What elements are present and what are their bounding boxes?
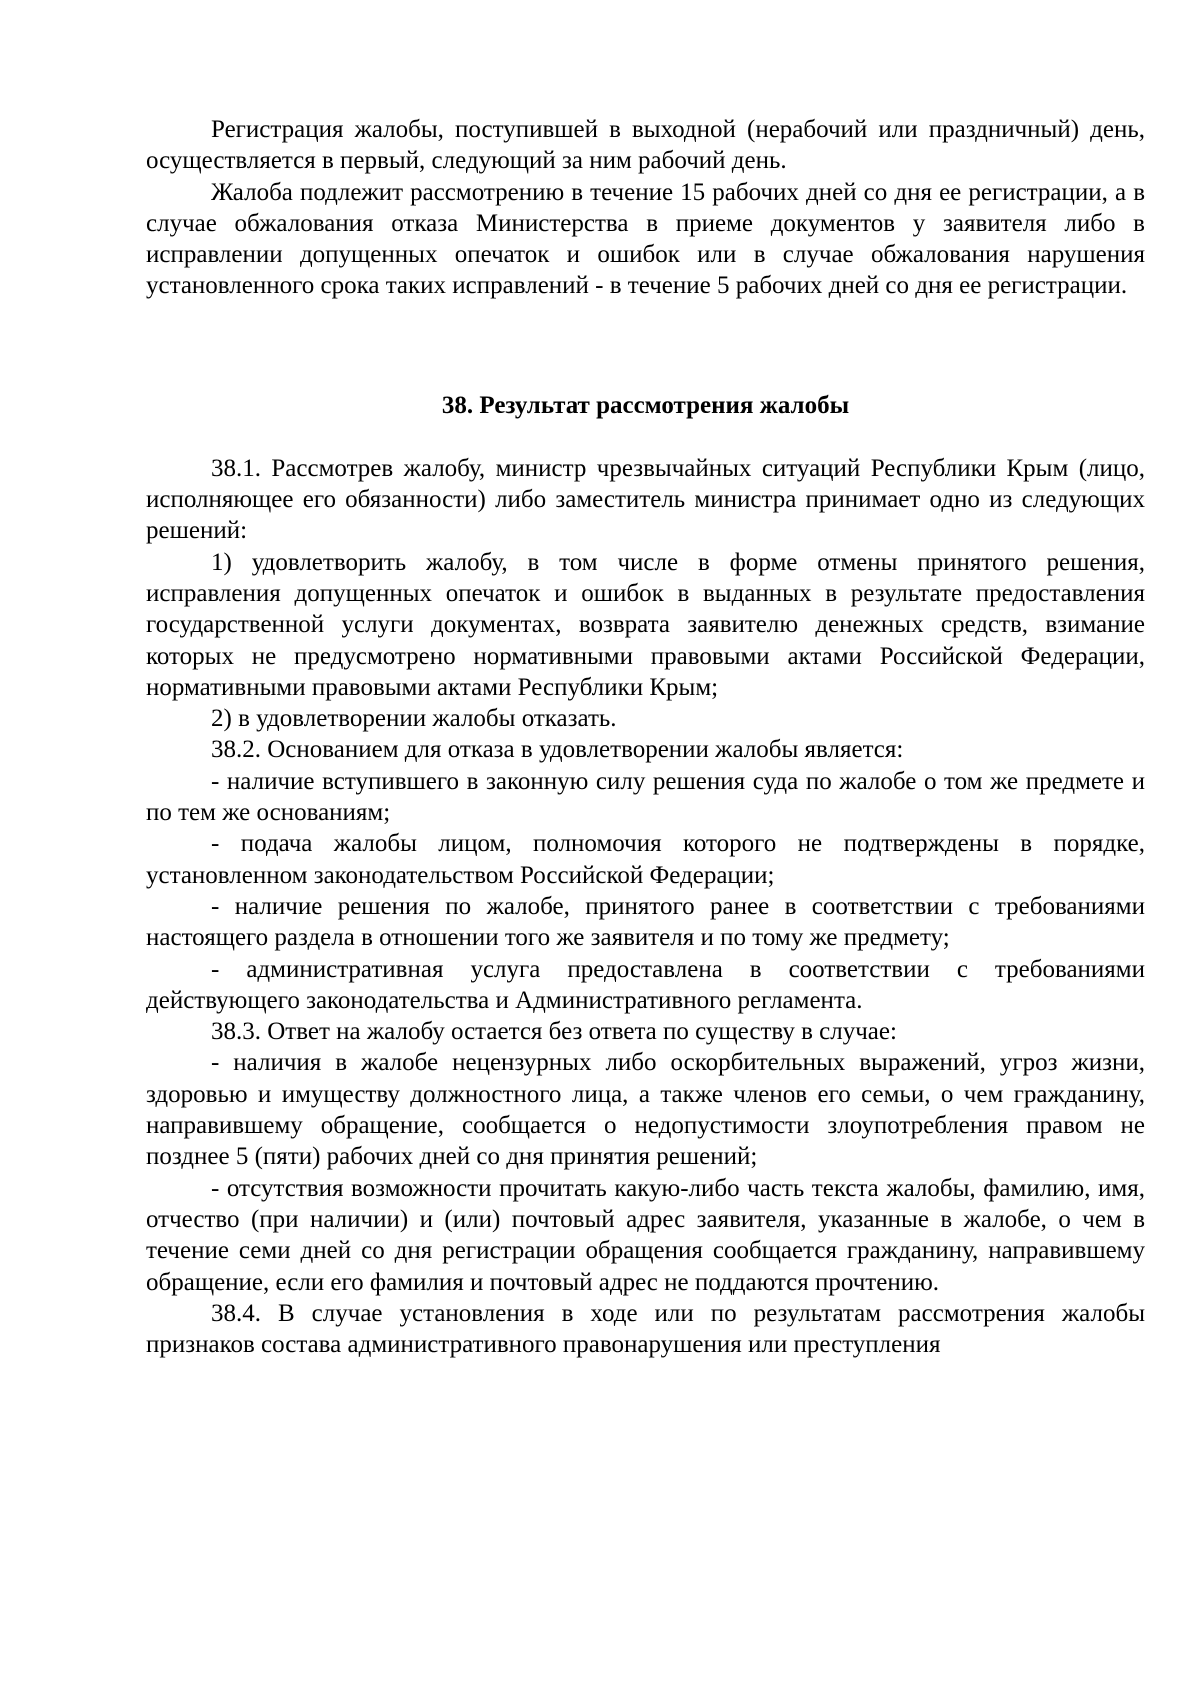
paragraph-decision-2: 2) в удовлетворении жалобы отказать. [211, 705, 617, 733]
section-heading: 38. Результат рассмотрения жалобы [441, 391, 850, 419]
paragraph-refusal-court: - наличие вступившего в законную силу решения суда по жалобе о том же предмете и по тем же основаниям; [146, 767, 1145, 827]
paragraph-no-answer-unreadable: - отсутствия возможности прочитать какую-либо часть текста жалобы, фамилию, имя, отчество (при наличии) и (или) почтовый адрес заявителя, указанные в жалобе, о чем в течение семи дней со дня регистрации обращения сообщается гражданину, направившему обращение, если его фамилия и почтовый адрес не поддаются прочтению. [146, 1174, 1145, 1296]
paragraph-decision-1: 1) удовлетворить жалобу, в том числе в форме отмены принятого решения, исправления допущенных опечаток и ошибок в выданных в результате предоставления государственной услуги документах, возврата заявителю денежных средств, взимание которых не предусмотрено нормативными правовыми актами Российской Федерации, нормативными правовыми актами Республики Крым; [146, 548, 1145, 701]
paragraph-no-answer-obscene: - наличия в жалобе нецензурных либо оскорбительных выражений, угроз жизни, здоровью и имуществу должностного лица, а также членов его семьи, о чем гражданину, направившему обращение, сообщается о недопустимости злоупотребления правом не позднее 5 (пяти) рабочих дней со дня принятия решений; [146, 1049, 1145, 1171]
paragraph-38-2: 38.2. Основанием для отказа в удовлетворении жалобы является: [211, 736, 904, 764]
paragraph-registration-holiday: Регистрация жалобы, поступившей в выходной (нерабочий или праздничный) день, осуществляется в первый, следующий за ним рабочий день. [146, 116, 1145, 175]
document-body [146, 114, 1145, 1360]
paragraph-38-3: 38.3. Ответ на жалобу остается без ответа по существу в случае: [211, 1018, 897, 1046]
paragraph-refusal-service-compliant: - административная услуга предоставлена в соответствии с требованиями действующего законодательства и Административного регламента. [146, 955, 1145, 1014]
paragraph-refusal-prior-decision: - наличие решения по жалобе, принятого ранее в соответствии с требованиями настоящего раздела в отношении того же заявителя и по тому же предмету; [146, 892, 1145, 952]
paragraph-38-4: 38.4. В случае установления в ходе или по результатам рассмотрения жалобы признаков состава административного правонарушения или преступления [146, 1299, 1145, 1359]
paragraph-38-1: 38.1. Рассмотрев жалобу, министр чрезвычайных ситуаций Республики Крым (лицо, исполняющее его обязанности) либо заместитель министра принимает одно из следующих решений: [146, 454, 1145, 545]
paragraph-review-period: Жалоба подлежит рассмотрению в течение 15 рабочих дней со дня ее регистрации, а в случае обжалования отказа Министерства в приеме документов у заявителя либо в исправлении допущенных опечаток и ошибок или в случае обжалования нарушения установленного срока таких исправлений - в течение 5 рабочих дней со дня ее регистрации. [146, 178, 1145, 300]
paragraph-refusal-authority: - подача жалобы лицом, полномочия которого не подтверждены в порядке, установленном законодательством Российской Федерации; [146, 830, 1145, 889]
